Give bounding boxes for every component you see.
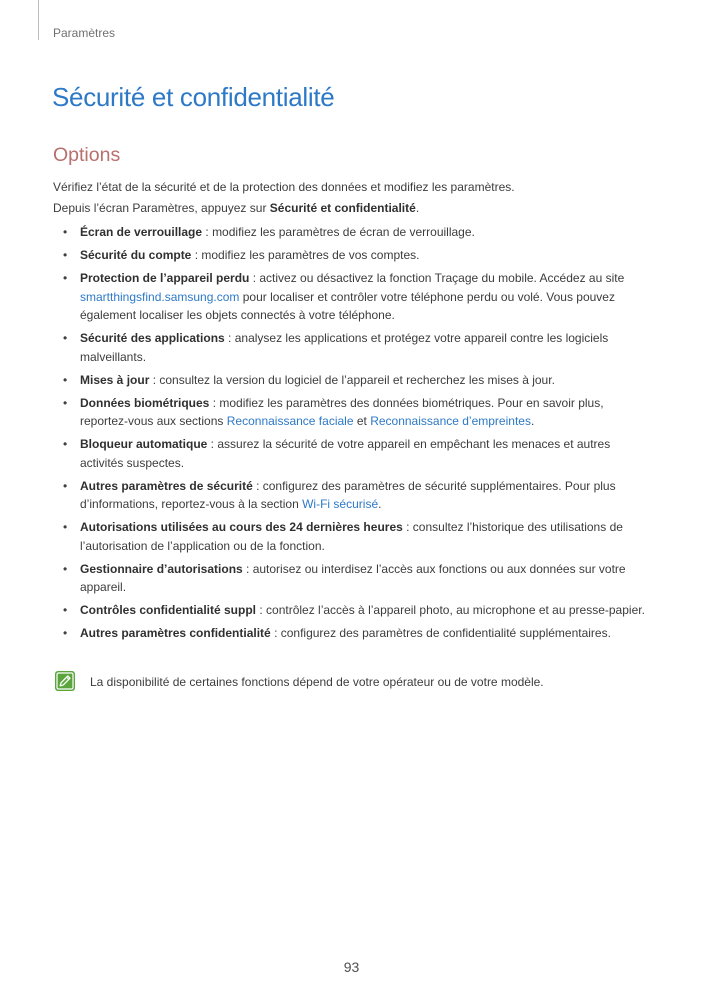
breadcrumb: Paramètres	[53, 26, 116, 40]
item-term: Données biométriques	[80, 395, 210, 410]
item-text: : configurez des paramètres de sécurité supplémentaires. Pour plus d’informations, reportez-vous à la section	[80, 478, 616, 511]
item-term: Mises à jour	[80, 372, 150, 387]
intro-line-1: Vérifiez l’état de la sécurité et de la protection des données et modifiez les paramètres.	[53, 180, 515, 194]
intro-line-2-suffix: .	[415, 201, 420, 215]
item-text-2: pour localiser et contrôler votre téléphone perdu ou volé. Vous pouvez également localiser les objets connectés à votre téléphone.	[80, 289, 615, 322]
item-term: Écran de verrouillage	[80, 225, 203, 239]
list-item	[53, 371, 653, 390]
item-term: Sécurité du compte	[80, 248, 192, 262]
secure-wifi-link[interactable]: Wi-Fi sécurisé	[302, 497, 379, 511]
section-title: Options	[53, 144, 121, 166]
intro-line-2-prefix: Depuis l’écran Paramètres, appuyez sur	[53, 201, 270, 215]
item-text: : modifiez les paramètres de écran de verrouillage.	[202, 225, 475, 239]
item-text-2: .	[378, 497, 382, 511]
list-item	[53, 435, 653, 472]
item-term: Sécurité des applications	[80, 331, 225, 345]
item-term: Gestionnaire d’autorisations	[80, 561, 243, 576]
intro-line-2	[53, 198, 653, 219]
list-item	[53, 624, 653, 643]
list-item	[53, 223, 653, 242]
item-term: Autres paramètres confidentialité	[80, 626, 271, 640]
item-text: : activez ou désactivez la fonction Traçage du mobile. Accédez au site	[249, 271, 625, 285]
intro-line-2-bold: Sécurité et confidentialité	[269, 201, 416, 215]
item-text-2: et	[353, 414, 371, 428]
list-item	[53, 246, 653, 265]
fingerprint-recognition-link[interactable]: Reconnaissance d’empreintes	[370, 414, 531, 428]
list-item	[53, 269, 653, 325]
item-text: : analysez les applications et protégez votre appareil contre les logiciels malveillants.	[80, 331, 609, 364]
note-text: La disponibilité de certaines fonctions dépend de votre opérateur ou de votre modèle.	[90, 675, 544, 689]
header-divider	[38, 0, 39, 40]
list-item	[53, 601, 653, 620]
page-title: Sécurité et confidentialité	[52, 82, 335, 112]
item-term: Contrôles confidentialité suppl	[80, 603, 257, 617]
intro	[53, 177, 653, 219]
item-term: Bloqueur automatique	[80, 437, 208, 451]
page-number: 93	[343, 959, 360, 975]
item-term: Autorisations utilisées au cours des 24 dernières heures	[80, 520, 403, 534]
note-pencil-icon	[54, 670, 76, 692]
item-text-3: .	[530, 414, 535, 428]
list-item	[53, 518, 653, 555]
item-text: : contrôlez l’accès à l’appareil photo, au microphone et au presse-papier.	[256, 603, 645, 617]
list-item	[53, 560, 653, 597]
face-recognition-link[interactable]: Reconnaissance faciale	[226, 414, 354, 428]
options-list	[53, 223, 653, 647]
smartthings-link[interactable]: smartthingsfind.samsung.com	[80, 289, 240, 304]
note	[54, 670, 654, 694]
item-text: : consultez l’historique des utilisations de l’autorisation de l’application ou de la fonction.	[80, 520, 623, 553]
item-text: : consultez la version du logiciel de l’appareil et recherchez les mises à jour.	[149, 372, 555, 387]
list-item	[53, 477, 653, 514]
item-text: : configurez des paramètres de confidentialité supplémentaires.	[270, 626, 611, 640]
item-term: Protection de l’appareil perdu	[80, 271, 250, 285]
item-text: : modifiez les paramètres de vos comptes.	[191, 248, 420, 262]
item-text: : assurez la sécurité de votre appareil en empêchant les menaces et autres activités suspectes.	[80, 437, 611, 470]
item-text: : autorisez ou interdisez l’accès aux fonctions ou aux données sur votre appareil.	[80, 561, 626, 594]
item-term: Autres paramètres de sécurité	[80, 478, 253, 493]
item-text: : modifiez les paramètres des données biométriques. Pour en savoir plus, reportez-vous aux sections	[80, 395, 604, 428]
list-item	[53, 394, 653, 431]
list-item	[53, 329, 653, 366]
